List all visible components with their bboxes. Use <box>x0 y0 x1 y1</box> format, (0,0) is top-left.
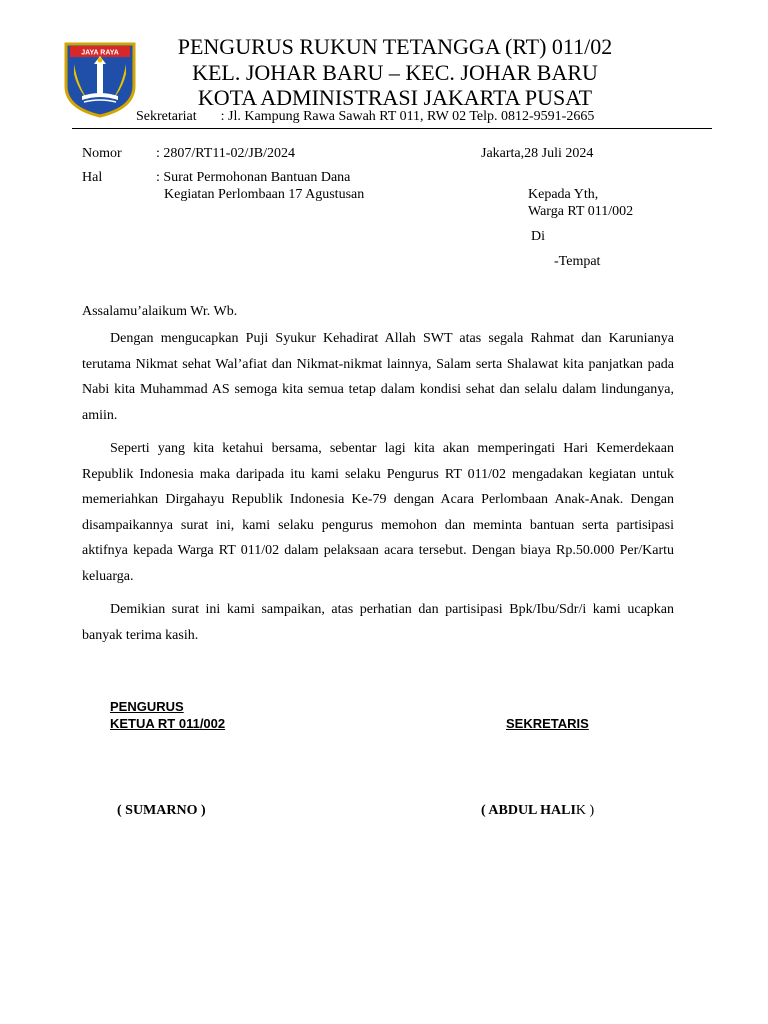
hal-label: Hal <box>82 170 103 185</box>
signatory-left-name: ( SUMARNO ) <box>117 803 206 818</box>
hal-value-line-2: Kegiatan Perlombaan 17 Agustusan <box>164 187 365 202</box>
letter-body <box>82 326 674 656</box>
greeting: Assalamu’alaikum Wr. Wb. <box>82 304 238 319</box>
letter-date: Jakarta,28 Juli 2024 <box>481 146 594 161</box>
header-title-line-1: PENGURUS RUKUN TETANGGA (RT) 011/02 <box>177 34 613 59</box>
header-divider <box>72 128 712 129</box>
signatory-right-name-end: K ) <box>575 803 595 818</box>
header-title-line-3: KOTA ADMINISTRASI JAKARTA PUSAT <box>197 85 593 110</box>
recipient-line-2: Warga RT 011/002 <box>528 204 634 219</box>
jakarta-emblem-logo <box>64 40 136 118</box>
svg-text:JAYA RAYA: JAYA RAYA <box>81 49 119 57</box>
nomor-value: : 2807/RT11-02/JB/2024 <box>156 146 296 161</box>
signature-right-title: SEKRETARIS <box>506 716 589 731</box>
signatory-right-name <box>481 803 594 819</box>
recipient-line-1: Kepada Yth, <box>528 187 599 202</box>
signature-left-title-1: PENGURUS <box>110 699 184 714</box>
secretariat-line <box>136 109 594 125</box>
nomor-label: Nomor <box>82 146 122 161</box>
recipient-line-4: -Tempat <box>554 254 601 269</box>
signatory-right-name-main: ( ABDUL HALI <box>481 803 576 818</box>
secretariat-address: : Jl. Kampung Rawa Sawah RT 011, RW 02 Telp. 0812-9591-2665 <box>220 109 595 124</box>
body-paragraph-2: Seperti yang kita ketahui bersama, sebentar lagi kita akan memperingati Hari Kemerdekaan Republik Indonesia maka daripada itu kami selaku Pengurus RT 011/02 mengadakan kegiatan untuk memeriahkan Dirgahayu Republik Indonesia Ke-79 dengan Acara Perlombaan Anak-Anak. Dengan disampaikannya surat ini, kami selaku pengurus memohon dan meminta bantuan serta partisipasi aktifnya kepada Warga RT 011/02 dalam pelaksaan acara tersebut. Dengan biaya Rp.50.000 Per/Kartu keluarga. <box>82 441 674 584</box>
secretariat-label: Sekretariat <box>136 109 197 124</box>
header-title-line-2: KEL. JOHAR BARU – KEC. JOHAR BARU <box>192 60 598 85</box>
hal-value-line-1: : Surat Permohonan Bantuan Dana <box>156 170 351 185</box>
body-paragraph-3: Demikian surat ini kami sampaikan, atas perhatian dan partisipasi Bpk/Ibu/Sdr/i kami ucapkan banyak terima kasih. <box>82 602 674 643</box>
body-paragraph-1: Dengan mengucapkan Puji Syukur Kehadirat Allah SWT atas segala Rahmat dan Karunianya terutama Nikmat sehat Wal’afiat dan Nikmat-nikmat lainnya, Salam serta Shalawat kita panjatkan pada Nabi kita Muhammad AS semoga kita semua tetap dalam kondisi sehat dan selalu dalam lindunganya, amiin. <box>82 331 674 423</box>
signature-left-title-2: KETUA RT 011/002 <box>110 716 226 731</box>
recipient-line-3: Di <box>531 229 545 244</box>
